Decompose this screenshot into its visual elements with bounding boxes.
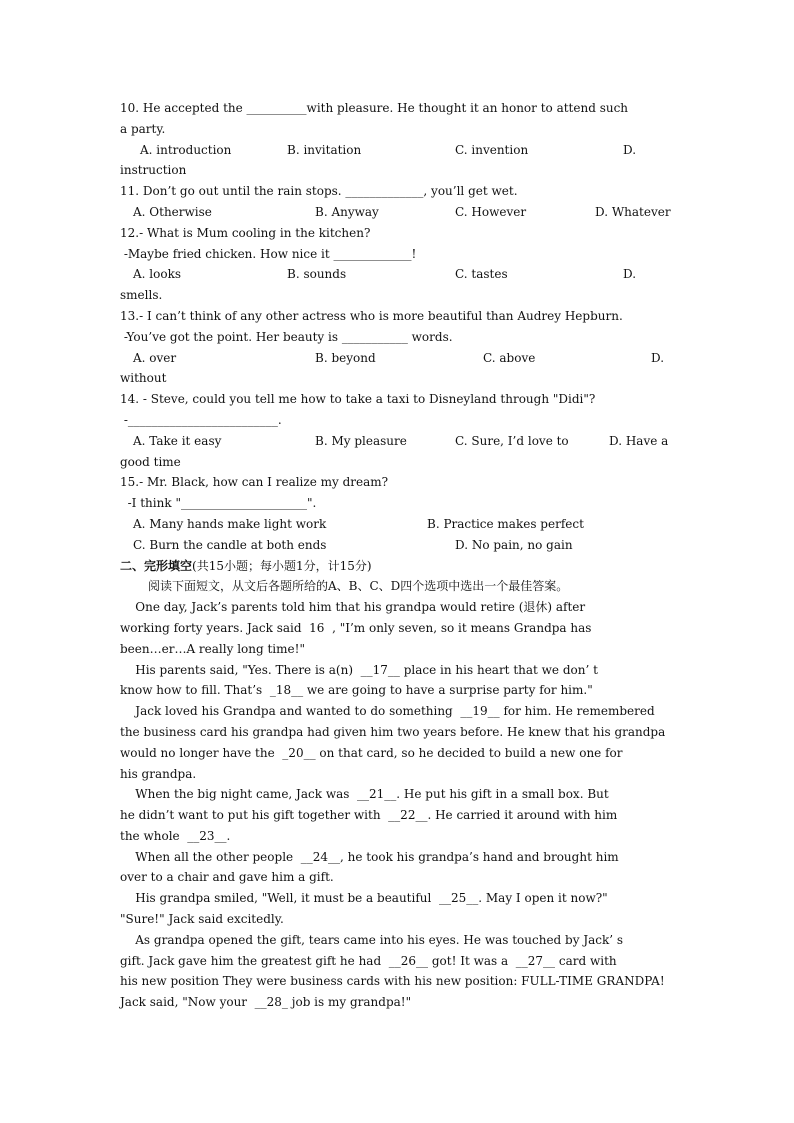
option-a: A. Take it easy: [133, 433, 222, 448]
option-d: D.: [623, 267, 637, 282]
question-15-options-ab: [120, 514, 675, 535]
passage-line: been…er…A really long time!": [120, 641, 305, 656]
option-a: A. Otherwise: [133, 204, 212, 219]
question-13-text: 13.- I can’t think of any other actress who is more beautiful than Audrey Hepburn.: [120, 308, 623, 323]
question-12-option-d-cont: smells.: [120, 288, 163, 303]
option-c: C. tastes: [455, 267, 508, 282]
question-12-reply: -Maybe fried chicken. How nice it _____________!: [120, 246, 417, 261]
passage-line: he didn’t want to put his gift together with __22__. He carried it around with him: [120, 808, 618, 823]
question-11-options: [120, 202, 675, 223]
option-a: A. Many hands make light work: [133, 516, 327, 531]
passage-line: would no longer have the _20__ on that card, so he decided to build a new one for: [120, 745, 623, 760]
question-12-text: 12.- What is Mum cooling in the kitchen?: [120, 225, 371, 240]
passage-line: "Sure!" Jack said excitedly.: [120, 912, 284, 927]
option-d: D. No pain, no gain: [455, 537, 573, 552]
question-14-option-d-cont: good time: [120, 454, 181, 469]
option-d: D. Have a: [609, 433, 669, 448]
cloze-passage: [120, 597, 675, 1013]
section-2-title: 二、完形填空: [120, 558, 193, 573]
passage-line: the business card his grandpa had given him two years before. He knew that his grandpa: [120, 724, 666, 739]
passage-line: his grandpa.: [120, 766, 197, 781]
option-a: A. over: [133, 350, 177, 365]
question-10-text: 10. He accepted the __________with pleasure. He thought it an honor to attend such: [120, 101, 629, 115]
section-2-scoring: (共15小题；每小题1分，计15分): [192, 558, 372, 573]
option-c: C. However: [455, 204, 527, 219]
option-b: B. My pleasure: [315, 433, 407, 448]
question-10-text-cont: a party.: [120, 121, 166, 136]
question-14-reply: -_________________________.: [120, 412, 282, 427]
passage-line: his new position They were business cards with his new position: FULL-TIME GRANDPA!: [120, 974, 665, 989]
question-10-options: [120, 140, 675, 161]
option-a: A. looks: [133, 267, 182, 282]
option-d: D. Whatever: [595, 204, 671, 219]
question-10-option-d-cont: instruction: [120, 163, 187, 178]
question-14-options: [120, 431, 675, 452]
option-d: D.: [651, 350, 665, 365]
question-13-option-d-cont: without: [120, 371, 167, 386]
passage-line: One day, Jack’s parents told him that his grandpa would retire (退休) after: [120, 600, 586, 615]
question-15-reply: -I think "_____________________".: [120, 496, 317, 511]
section-2-instruction: 阅读下面短文，从文后各题所给的A、B、C、D四个选项中选出一个最佳答案。: [148, 579, 569, 594]
passage-line: Jack said, "Now your __28_ job is my grandpa!": [120, 995, 412, 1010]
option-b: B. Practice makes perfect: [427, 516, 584, 531]
option-c: C. Burn the candle at both ends: [133, 537, 327, 552]
exam-page: [120, 98, 675, 1013]
passage-line: His grandpa smiled, "Well, it must be a beautiful __25__. May I open it now?": [120, 891, 608, 906]
question-11-text: 11. Don’t go out until the rain stops. _____________, you’ll get wet.: [120, 184, 518, 199]
passage-line: When the big night came, Jack was __21__. He put his gift in a small box. But: [120, 787, 609, 802]
option-c: C. above: [483, 350, 536, 365]
question-12-options: [120, 264, 675, 285]
passage-line: As grandpa opened the gift, tears came into his eyes. He was touched by Jack’ s: [120, 932, 624, 947]
passage-line: When all the other people __24__, he took his grandpa’s hand and brought him: [120, 849, 619, 864]
option-c: C. Sure, I’d love to: [455, 433, 569, 448]
passage-line: Jack loved his Grandpa and wanted to do something __19__ for him. He remembered: [120, 704, 655, 719]
question-15-options-cd: [120, 535, 675, 556]
passage-line: gift. Jack gave him the greatest gift he had __26__ got! It was a __27__ card with: [120, 953, 617, 968]
passage-line: the whole __23__.: [120, 828, 231, 843]
option-b: B. Anyway: [315, 204, 379, 219]
question-15-text: 15.- Mr. Black, how can I realize my dream?: [120, 475, 389, 490]
passage-line: working forty years. Jack said 16 , "I’m only seven, so it means Grandpa has: [120, 620, 592, 635]
passage-line: over to a chair and gave him a gift.: [120, 870, 334, 885]
option-a: A. introduction: [140, 142, 232, 157]
option-b: B. invitation: [287, 142, 362, 157]
passage-line: His parents said, "Yes. There is a(n) __17__ place in his heart that we don’ t: [120, 662, 598, 677]
passage-line: know how to fill. That’s _18__ we are going to have a surprise party for him.": [120, 683, 593, 698]
question-14-text: 14. - Steve, could you tell me how to take a taxi to Disneyland through "Didi"?: [120, 392, 596, 407]
option-d: D.: [623, 142, 637, 157]
question-13-options: [120, 348, 675, 369]
question-13-reply: -You’ve got the point. Her beauty is ___________ words.: [120, 329, 453, 344]
option-b: B. beyond: [315, 350, 376, 365]
option-b: B. sounds: [287, 267, 347, 282]
option-c: C. invention: [455, 142, 529, 157]
section-2-heading: [120, 556, 675, 577]
